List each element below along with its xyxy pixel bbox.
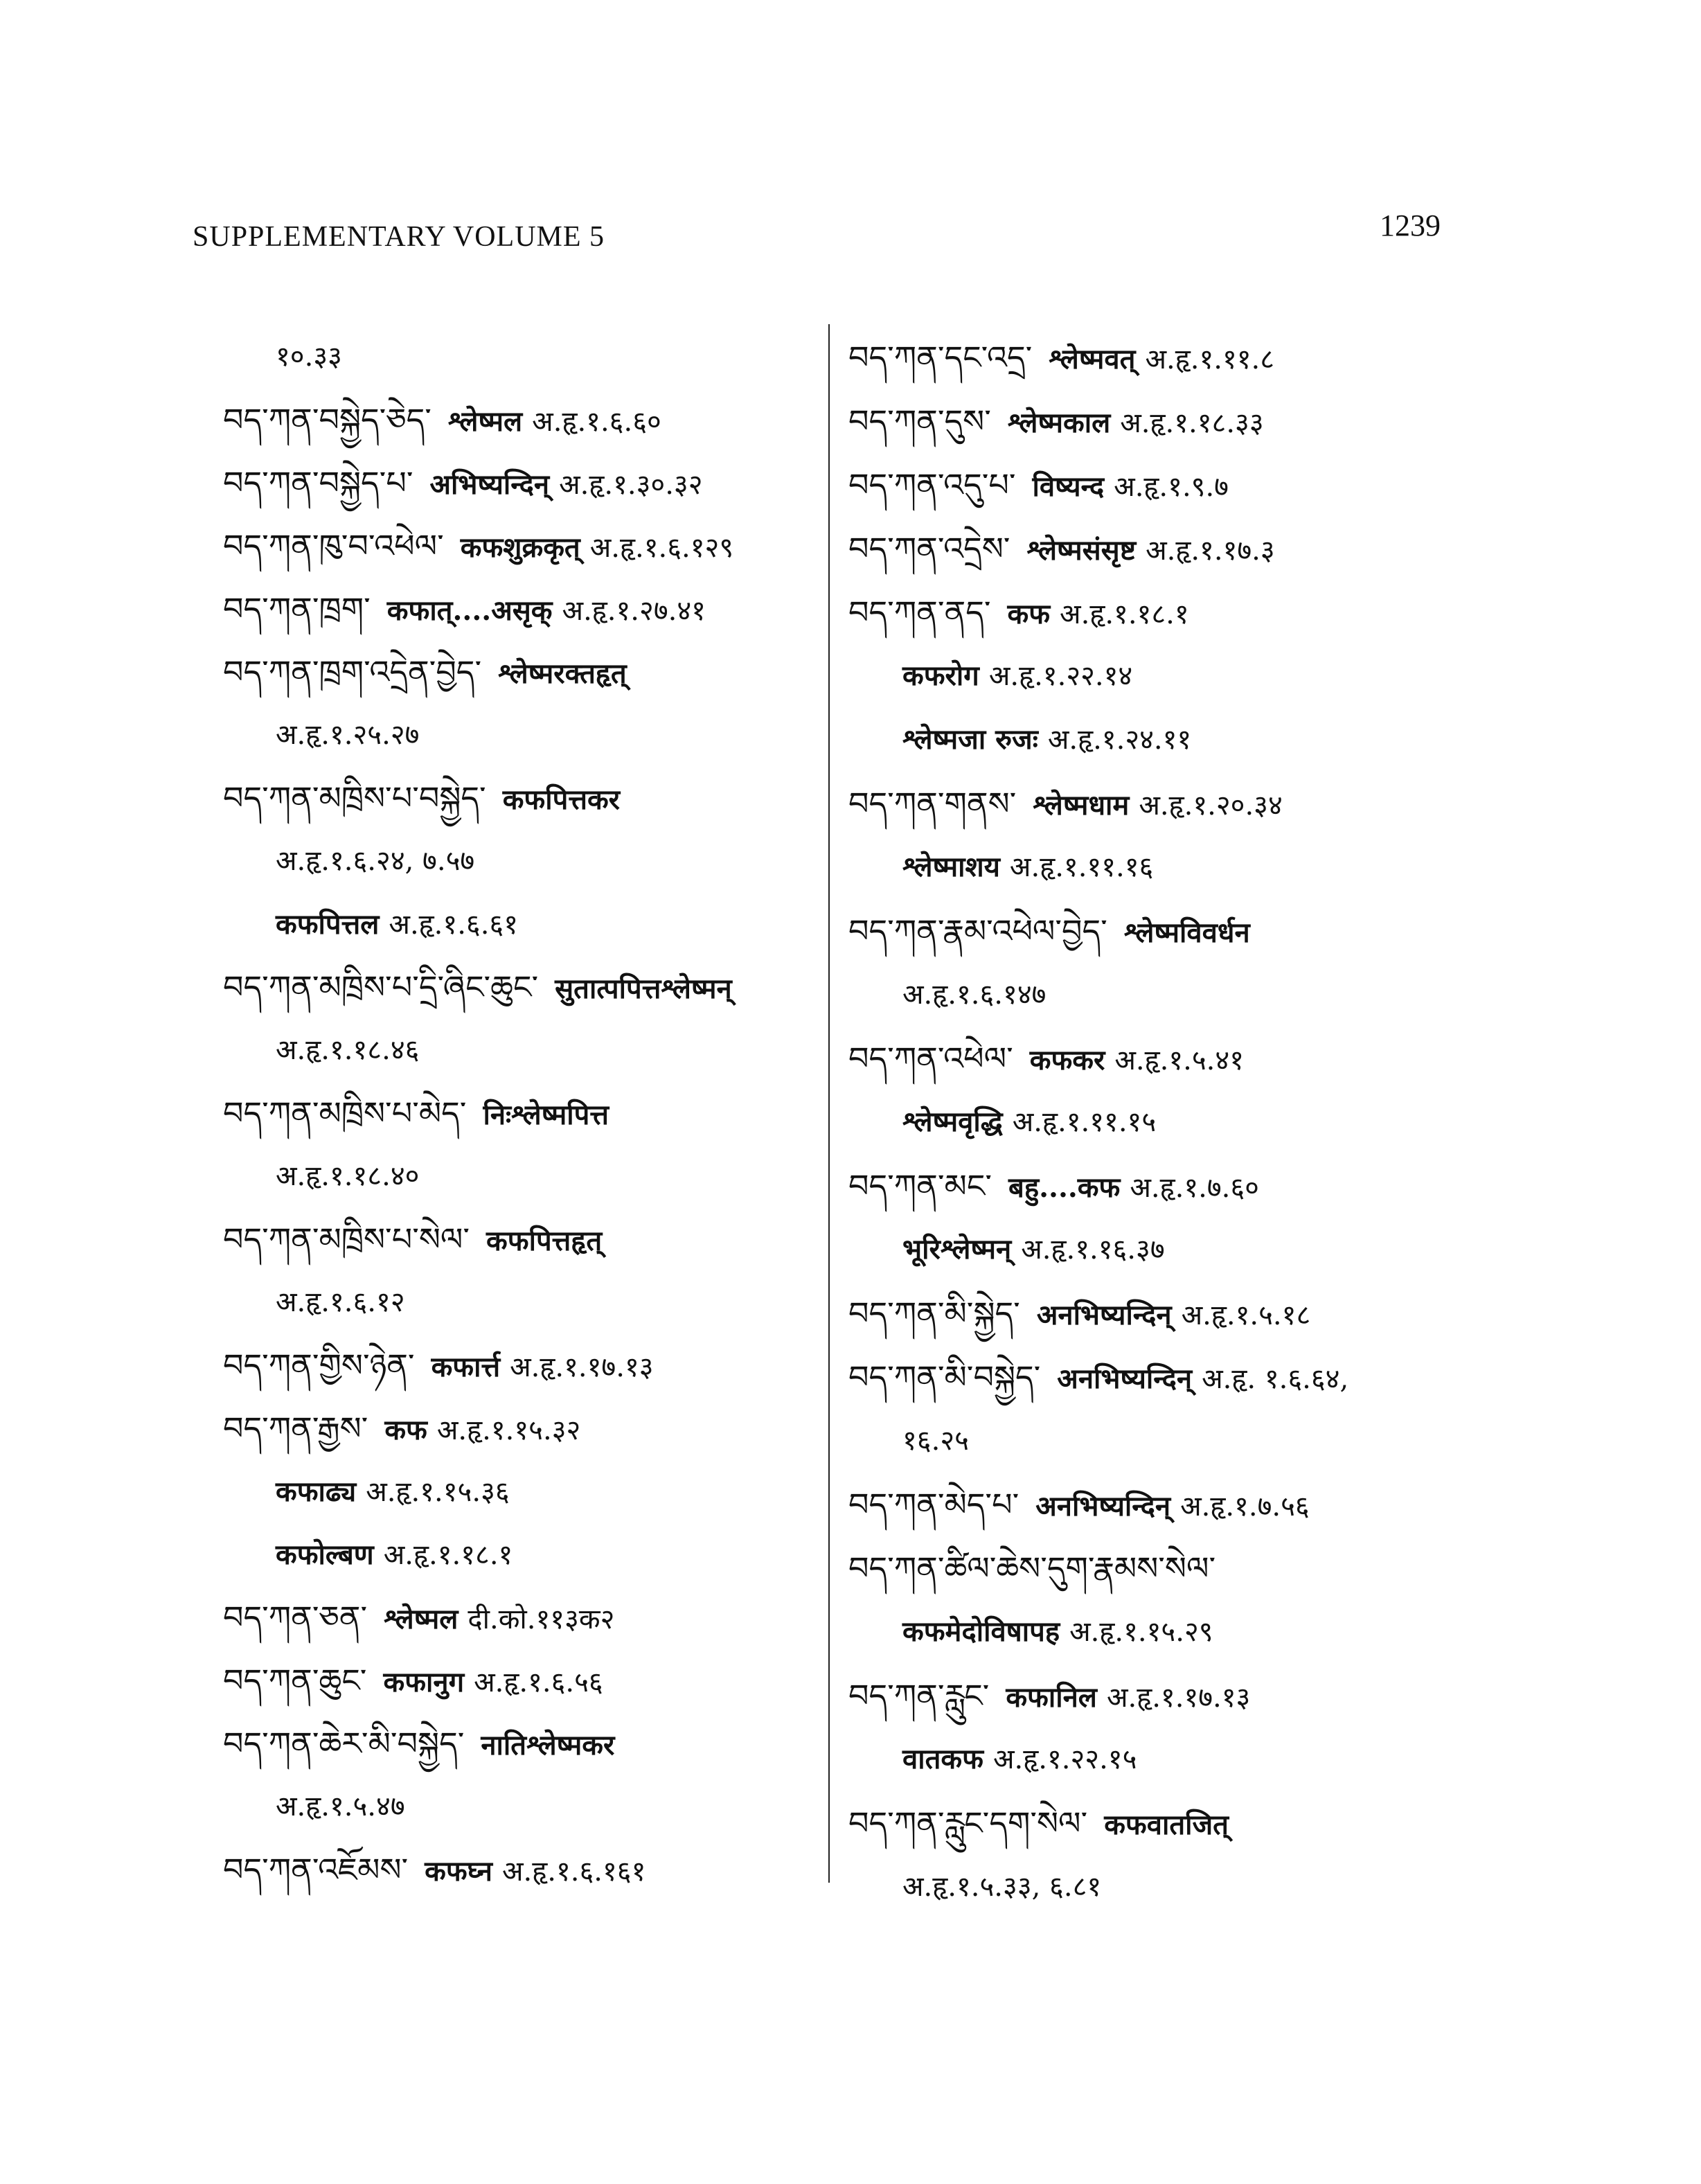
sanskrit-equivalent: श्लेष्मकाल: [1007, 407, 1111, 439]
dictionary-entry-line: [848, 1664, 1513, 1728]
source-reference: अ.हृ.१.१७.१३: [510, 1351, 654, 1383]
source-reference: अ.हृ.१.६.१६१: [501, 1856, 646, 1888]
source-reference: अ.हृ.१.१८.४६: [276, 1034, 420, 1066]
dictionary-entry-line: [223, 389, 832, 452]
tibetan-term: བད་ཀན་རླུང་: [848, 1677, 990, 1714]
sanskrit-equivalent: श्लेष्मसंसृष्ट: [1026, 534, 1137, 567]
source-reference: अ.हृ.१.६.६१: [389, 909, 519, 941]
tibetan-term: བད་ཀན་ནད་: [848, 594, 991, 631]
tibetan-term: བད་ཀན་མི་བསྐྱེད་: [848, 1358, 1041, 1396]
source-reference: दी.को.११३क२: [467, 1604, 615, 1635]
dictionary-entry-line: [848, 963, 1513, 1027]
tibetan-term: བད་ཀན་ཆུང་: [223, 1662, 367, 1699]
dictionary-entry-line: [223, 1145, 832, 1208]
dictionary-entry-line: [223, 326, 832, 389]
tibetan-term: བད་ཀན་མེད་པ་: [848, 1486, 1019, 1523]
source-reference: अ.हृ.१.३०.३२: [559, 469, 703, 501]
source-reference: अ.हृ.१.६.१२: [276, 1286, 405, 1318]
tibetan-term: བད་ཀན་འཇོམས་: [223, 1851, 409, 1888]
sanskrit-equivalent: अनभिष्यन्दिन्: [1036, 1299, 1172, 1331]
source-reference: १०.३३: [276, 341, 342, 373]
source-reference: अ.हृ.१.२२.१५: [992, 1743, 1137, 1775]
sanskrit-equivalent: कफानुग: [383, 1666, 465, 1698]
tibetan-term: བད་ཀན་ཅན་: [223, 1599, 368, 1636]
dictionary-entry-line: [848, 1345, 1513, 1409]
dictionary-entry-line: [848, 1791, 1513, 1855]
source-reference: अ.हृ.१.१७.१३: [1106, 1682, 1251, 1714]
dictionary-entry-line: [223, 1397, 832, 1460]
sanskrit-equivalent: कफात्....असृक्: [386, 594, 553, 627]
tibetan-term: བད་ཀན་མཁྲིས་པ་སེལ་: [223, 1220, 470, 1258]
source-reference: १६.२५: [902, 1425, 969, 1457]
source-reference: अ.हृ.१.२७.४१: [562, 595, 706, 627]
dictionary-entry-line: [848, 1281, 1513, 1345]
source-reference: अ.हृ.१.५.४१: [1114, 1045, 1244, 1076]
source-reference: अ.हृ.१.११.१६: [1009, 851, 1154, 883]
dictionary-entry-line: [223, 1649, 832, 1712]
sanskrit-equivalent: श्लेष्मरक्तहृत्: [498, 657, 627, 690]
dictionary-entry-line: [223, 1775, 832, 1838]
source-reference: अ.हृ.१.१८.३३: [1120, 407, 1264, 439]
tibetan-term: བད་ཀན་རྒྱས་: [223, 1410, 368, 1447]
source-reference: अ.हृ.१.१७.३: [1146, 535, 1275, 567]
sanskrit-equivalent: कफ: [1007, 598, 1051, 630]
tibetan-term: བད་ཀན་ཆེར་མི་བསྐྱེད་: [223, 1725, 465, 1762]
dictionary-entry-line: [848, 1090, 1513, 1154]
tibetan-term: བད་ཀན་མཁྲིས་པ་མེད་: [223, 1094, 467, 1132]
dictionary-entry-line: [223, 1082, 832, 1145]
source-reference: अ.हृ.१.९.७: [1114, 471, 1229, 503]
tibetan-term: བད་ཀན་གྱིས་ཉེན་: [223, 1347, 415, 1384]
sanskrit-equivalent: निःश्लेष्मपित्त: [483, 1099, 609, 1131]
dictionary-entry-line: [848, 1154, 1513, 1218]
source-reference: अ.हृ.१.२५.२७: [276, 719, 420, 751]
source-reference: अ.हृ.१.१५.३२: [436, 1414, 581, 1446]
sanskrit-equivalent: नातिश्लेष्मकर: [481, 1729, 615, 1761]
source-reference: अ.हृ.१.६.५६: [474, 1667, 603, 1698]
sanskrit-equivalent: कफपित्तकर: [502, 783, 621, 816]
tibetan-term: བད་ཀན་ཁྲག་: [223, 590, 371, 628]
left-column: [223, 326, 832, 1901]
sanskrit-equivalent: श्लेष्माशय: [902, 851, 1000, 883]
source-reference: अ.हृ.१.१८.४०: [276, 1160, 420, 1192]
tibetan-term: བད་ཀན་མཁྲིས་པ་དྲི་ཞིང་ཆུང་: [223, 968, 539, 1006]
dictionary-entry-line: [848, 644, 1513, 708]
tibetan-term: བད་ཀན་དང་འདྲ་: [848, 339, 1033, 376]
dictionary-entry-line: [223, 1838, 832, 1901]
tibetan-term: བད་ཀན་བསྐྱེད་ཅེད་: [223, 401, 431, 438]
source-reference: अ.हृ. १.६.६४,: [1202, 1363, 1349, 1395]
dictionary-entry-line: [848, 517, 1513, 580]
tibetan-term: བད་ཀན་མང་: [848, 1167, 992, 1205]
sanskrit-equivalent: कफरोग: [902, 659, 979, 692]
dictionary-entry-line: [223, 956, 832, 1019]
sanskrit-equivalent: श्लेष्मधाम: [1033, 789, 1130, 822]
dictionary-entry-line: [223, 1523, 832, 1586]
source-reference: अ.हृ.१.७.५६: [1180, 1491, 1310, 1522]
sanskrit-equivalent: कफपित्तहृत्: [486, 1225, 603, 1257]
source-reference: अ.हृ.१.१६.३७: [1021, 1234, 1165, 1266]
sanskrit-equivalent: श्लेष्मजा रुजः: [902, 723, 1038, 756]
sanskrit-equivalent: कफोल्बण: [276, 1538, 374, 1571]
sanskrit-equivalent: श्लेष्मल: [447, 405, 523, 438]
dictionary-entry-line: [848, 1218, 1513, 1281]
tibetan-term: བད་ཀན་འདུ་པ་: [848, 466, 1016, 504]
dictionary-entry-line: [848, 453, 1513, 517]
right-column: [848, 326, 1513, 1919]
source-reference: अ.हृ.१.६.१४७: [902, 979, 1047, 1011]
dictionary-entry-line: [848, 580, 1513, 644]
sanskrit-equivalent: वातकफ: [902, 1743, 983, 1775]
dictionary-entry-line: [223, 767, 832, 830]
dictionary-entry-line: [223, 1208, 832, 1271]
dictionary-entry-line: [223, 1712, 832, 1775]
dictionary-entry-line: [223, 641, 832, 704]
sanskrit-equivalent: कफकर: [1029, 1044, 1105, 1076]
source-reference: अ.हृ.१.११.८: [1145, 344, 1275, 375]
tibetan-term: བད་ཀན་མི་སྐྱེད་: [848, 1295, 1020, 1332]
source-reference: अ.हृ.१.१५.३६: [366, 1476, 510, 1508]
sanskrit-equivalent: बहु....कफ: [1008, 1171, 1121, 1204]
tibetan-term: བད་ཀན་ཁྲག་འདྲེན་བྱེད་: [223, 653, 482, 691]
source-reference: अ.हृ.१.१८.१: [383, 1539, 513, 1571]
source-reference: अ.हृ.१.१५.२९: [1069, 1616, 1213, 1648]
source-reference: अ.हृ.१.२२.१४: [988, 660, 1133, 692]
source-reference: अ.हृ.१.१८.१: [1060, 598, 1189, 630]
tibetan-term: བད་ཀན་མཁྲིས་པ་བསྐྱེད་: [223, 779, 486, 817]
sanskrit-equivalent: विष्यन्द: [1032, 470, 1105, 503]
tibetan-term: བད་ཀན་ཚིལ་ཆེས་དུག་རྣམས་སེལ་: [848, 1550, 1216, 1587]
dictionary-entry-line: [223, 1460, 832, 1523]
tibetan-term: བད་ཀན་གནས་: [848, 785, 1017, 822]
sanskrit-equivalent: सुतात्पपित्तश्लेष्मन्: [555, 973, 732, 1005]
sanskrit-equivalent: श्लेष्मविवर्धन: [1123, 916, 1250, 949]
tibetan-term: བད་ཀན་དུས་: [848, 402, 991, 440]
dictionary-entry-line: [848, 1728, 1513, 1791]
tibetan-term: བད་ཀན་རླུང་དག་སེལ་: [848, 1804, 1088, 1842]
source-reference: अ.हृ.१.५.१८: [1181, 1299, 1311, 1331]
dictionary-entry-line: [848, 1855, 1513, 1919]
source-reference: अ.हृ.१.५.३३, ६.८१: [902, 1871, 1102, 1903]
sanskrit-equivalent: कफमेदोविषापह: [902, 1615, 1060, 1648]
dictionary-entry-line: [848, 899, 1513, 963]
sanskrit-equivalent: कफानिल: [1006, 1681, 1097, 1714]
sanskrit-equivalent: अभिष्यन्दिन्: [429, 468, 550, 501]
sanskrit-equivalent: कफवातजित्: [1104, 1809, 1229, 1841]
dictionary-entry-line: [848, 772, 1513, 835]
dictionary-entry-line: [223, 704, 832, 767]
dictionary-entry-line: [848, 389, 1513, 453]
dictionary-entry-line: [223, 578, 832, 641]
dictionary-entry-line: [848, 835, 1513, 899]
running-header: SUPPLEMENTARY VOLUME 5: [193, 221, 605, 253]
dictionary-entry-line: [848, 1473, 1513, 1536]
sanskrit-equivalent: कफशुक्रकृत्: [460, 531, 580, 564]
sanskrit-equivalent: भूरिश्लेष्मन्: [902, 1233, 1012, 1266]
dictionary-entry-line: [223, 452, 832, 515]
sanskrit-equivalent: कफ: [384, 1414, 427, 1446]
source-reference: अ.हृ.१.६.६०: [532, 406, 661, 438]
tibetan-term: བད་ཀན་འདྲེས་: [848, 530, 1010, 567]
dictionary-entry-line: [848, 1536, 1513, 1600]
dictionary-entry-line: [223, 830, 832, 893]
sanskrit-equivalent: श्लेष्मवृद्धि: [902, 1106, 1003, 1138]
dictionary-entry-line: [223, 1586, 832, 1649]
page-number: 1239: [1380, 208, 1441, 242]
source-reference: अ.हृ.१.५.४७: [276, 1791, 405, 1822]
source-reference: अ.हृ.१.२०.३४: [1139, 790, 1283, 822]
dictionary-entry-line: [223, 1271, 832, 1334]
dictionary-entry-line: [848, 1409, 1513, 1473]
dictionary-entry-line: [223, 515, 832, 578]
source-reference: अ.हृ.१.११.१५: [1012, 1106, 1157, 1138]
dictionary-entry-line: [223, 1334, 832, 1397]
dictionary-entry-line: [848, 326, 1513, 389]
dictionary-entry-line: [223, 893, 832, 956]
dictionary-entry-line: [848, 708, 1513, 772]
sanskrit-equivalent: अनभिष्यन्दिन्: [1057, 1362, 1193, 1395]
column-divider: [828, 324, 830, 1883]
source-reference: अ.हृ.१.७.६०: [1130, 1172, 1259, 1204]
sanskrit-equivalent: कफघ्न: [425, 1855, 492, 1888]
tibetan-term: བད་ཀན་རྣམ་འཕེལ་བྱེད་: [848, 912, 1107, 950]
tibetan-term: བད་ཀན་འཕེལ་: [848, 1040, 1013, 1077]
sanskrit-equivalent: श्लेष्मवत्: [1049, 343, 1136, 375]
source-reference: अ.हृ.१.२४.११: [1047, 724, 1192, 756]
sanskrit-equivalent: कफपित्तल: [276, 908, 380, 941]
dictionary-entry-line: [848, 1600, 1513, 1664]
sanskrit-equivalent: अनभिष्यन्दिन्: [1035, 1490, 1171, 1522]
tibetan-term: བད་ཀན་བསྐྱེད་པ་: [223, 464, 413, 501]
sanskrit-equivalent: श्लेष्मल: [384, 1603, 458, 1635]
dictionary-entry-line: [848, 1027, 1513, 1090]
tibetan-term: བད་ཀན་ཁུ་བ་འཕེལ་: [223, 527, 444, 565]
dictionary-entry-line: [223, 1019, 832, 1082]
sanskrit-equivalent: कफार्त्त: [431, 1351, 501, 1383]
source-reference: अ.हृ.१.६.१२९: [589, 532, 734, 564]
source-reference: अ.हृ.१.६.२४, ७.५७: [276, 845, 475, 877]
sanskrit-equivalent: कफाढ्य: [276, 1475, 357, 1508]
